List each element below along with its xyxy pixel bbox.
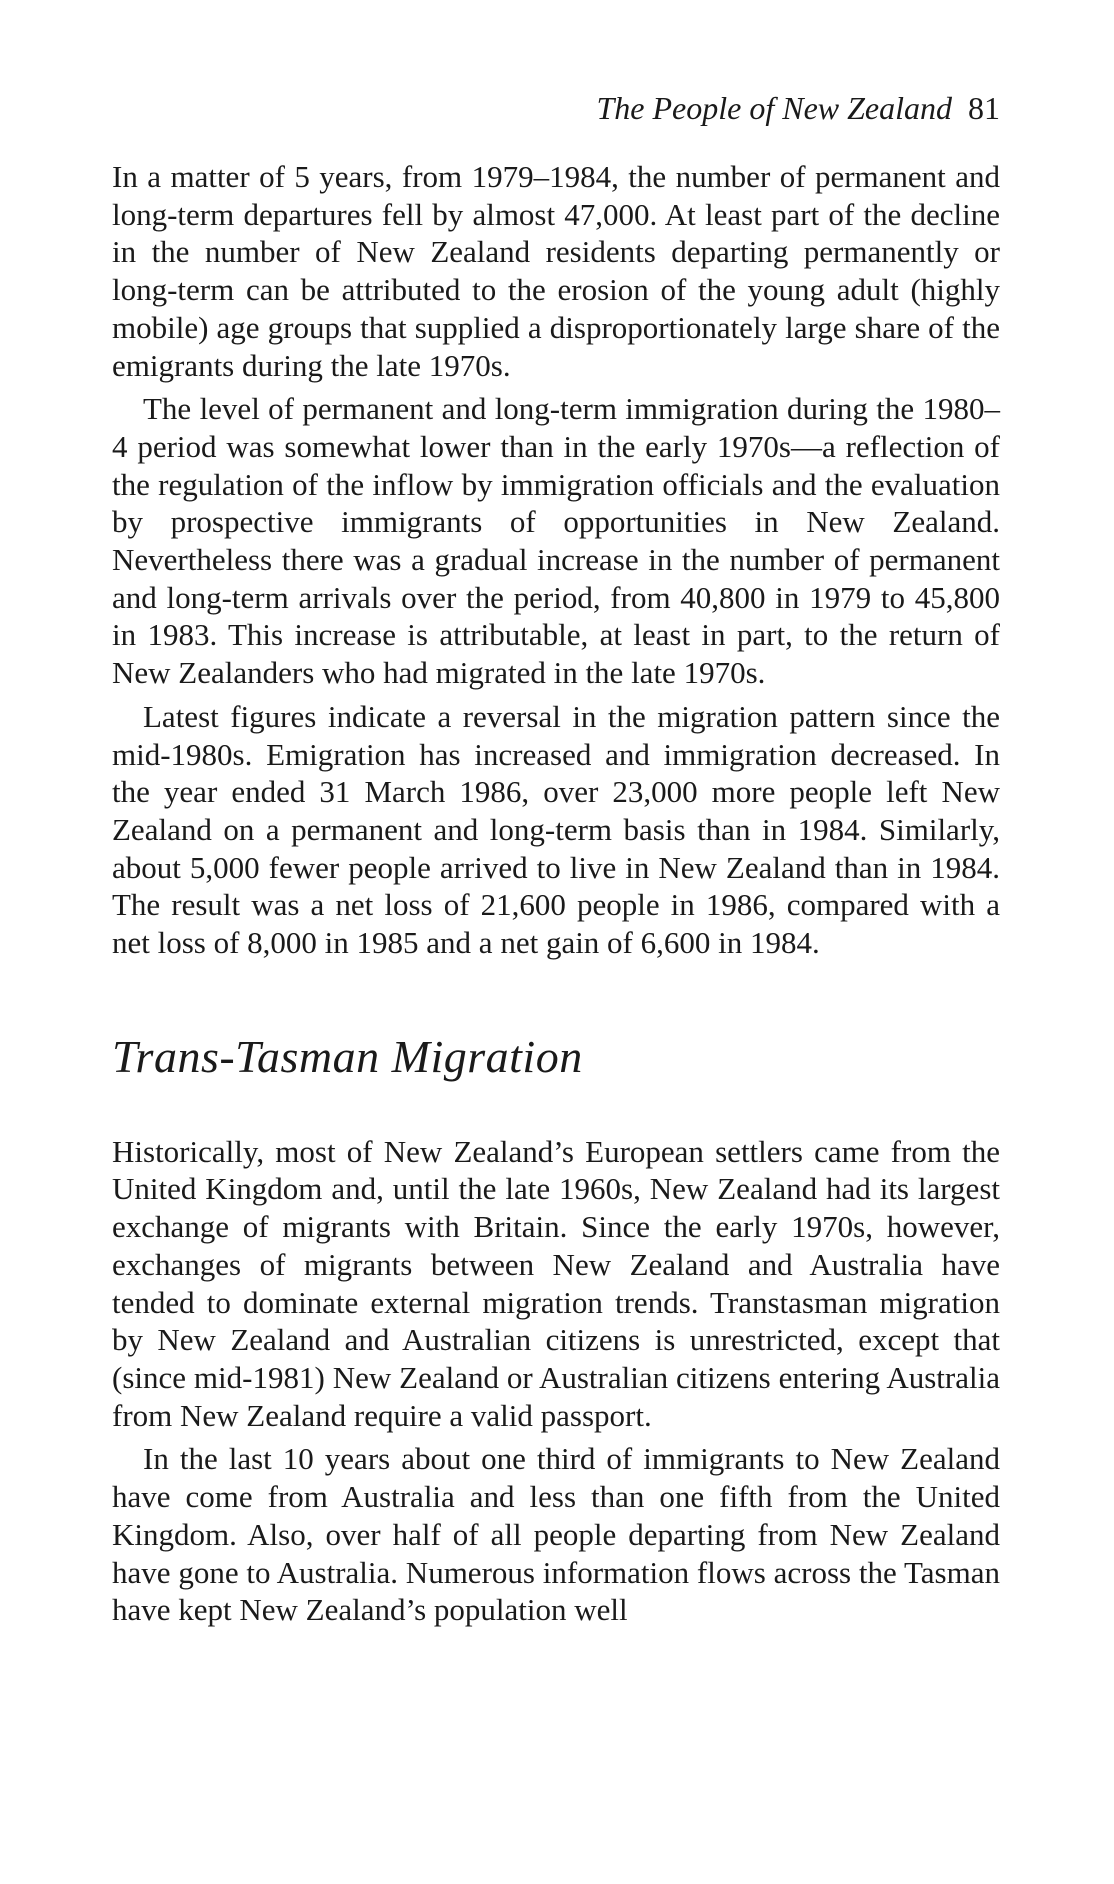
book-page (112, 88, 1000, 1629)
section-trans-tasman (112, 1133, 1000, 1629)
paragraph: In the last 10 years about one third of immigrants to New Zealand have come from Australia and less than one fifth from the United Kingdom. Also, over half of all people departing from New Zealand have gone to Australia. Numerous information flows across the Tasman have kept New Zealand’s population well (112, 1441, 1000, 1628)
section-heading: Trans-Tasman Migration (112, 1030, 583, 1082)
paragraph: The level of permanent and long-term immigration during the 1980–4 period was somewhat lower than in the early 1970s—a reflection of the regulation of the inflow by immigration officials and the evaluation by prospective immigrants of opportunities in New Zealand. Nevertheless there was a gradual increase in the number of permanent and long-term arrivals over the period, from 40,800 in 1979 to 45,800 in 1983. This increase is attributable, at least in part, to the return of New Zealanders who had migrated in the late 1970s. (112, 391, 1000, 691)
paragraph: In a matter of 5 years, from 1979–1984, the number of permanent and long-term departures fell by almost 47,000. At least part of the decline in the number of New Zealand residents departing permanently or long-term can be attributed to the erosion of the young adult (highly mobile) age groups that supplied a disproportionately large share of the emigrants during the late 1970s. (112, 159, 1000, 383)
section-migration-trends (112, 158, 1000, 962)
paragraph: Historically, most of New Zealand’s European settlers came from the United Kingdom and, until the late 1960s, New Zealand had its largest exchange of migrants with Britain. Since the early 1970s, however, exchanges of migrants between New Zealand and Australia have tended to dominate external migration trends. Transtasman migration by New Zealand and Australian citizens is unrestricted, except that (since mid-1981) New Zealand or Australian citizens entering Australia from New Zealand require a valid passport. (112, 1133, 1000, 1433)
running-head (112, 88, 1000, 128)
paragraph: Latest figures indicate a reversal in the migration pattern since the mid-1980s. Emigration has increased and immigration decreased. In the year ended 31 March 1986, over 23,000 more people left New Zealand on a permanent and long-term basis than in 1984. Similarly, about 5,000 fewer people arrived to live in New Zealand than in 1984. The result was a net loss of 21,600 people in 1986, compared with a net loss of 8,000 in 1985 and a net gain of 6,600 in 1984. (112, 698, 1000, 961)
page-number: 81 (968, 90, 1000, 126)
running-head-title: The People of New Zealand (596, 90, 952, 126)
